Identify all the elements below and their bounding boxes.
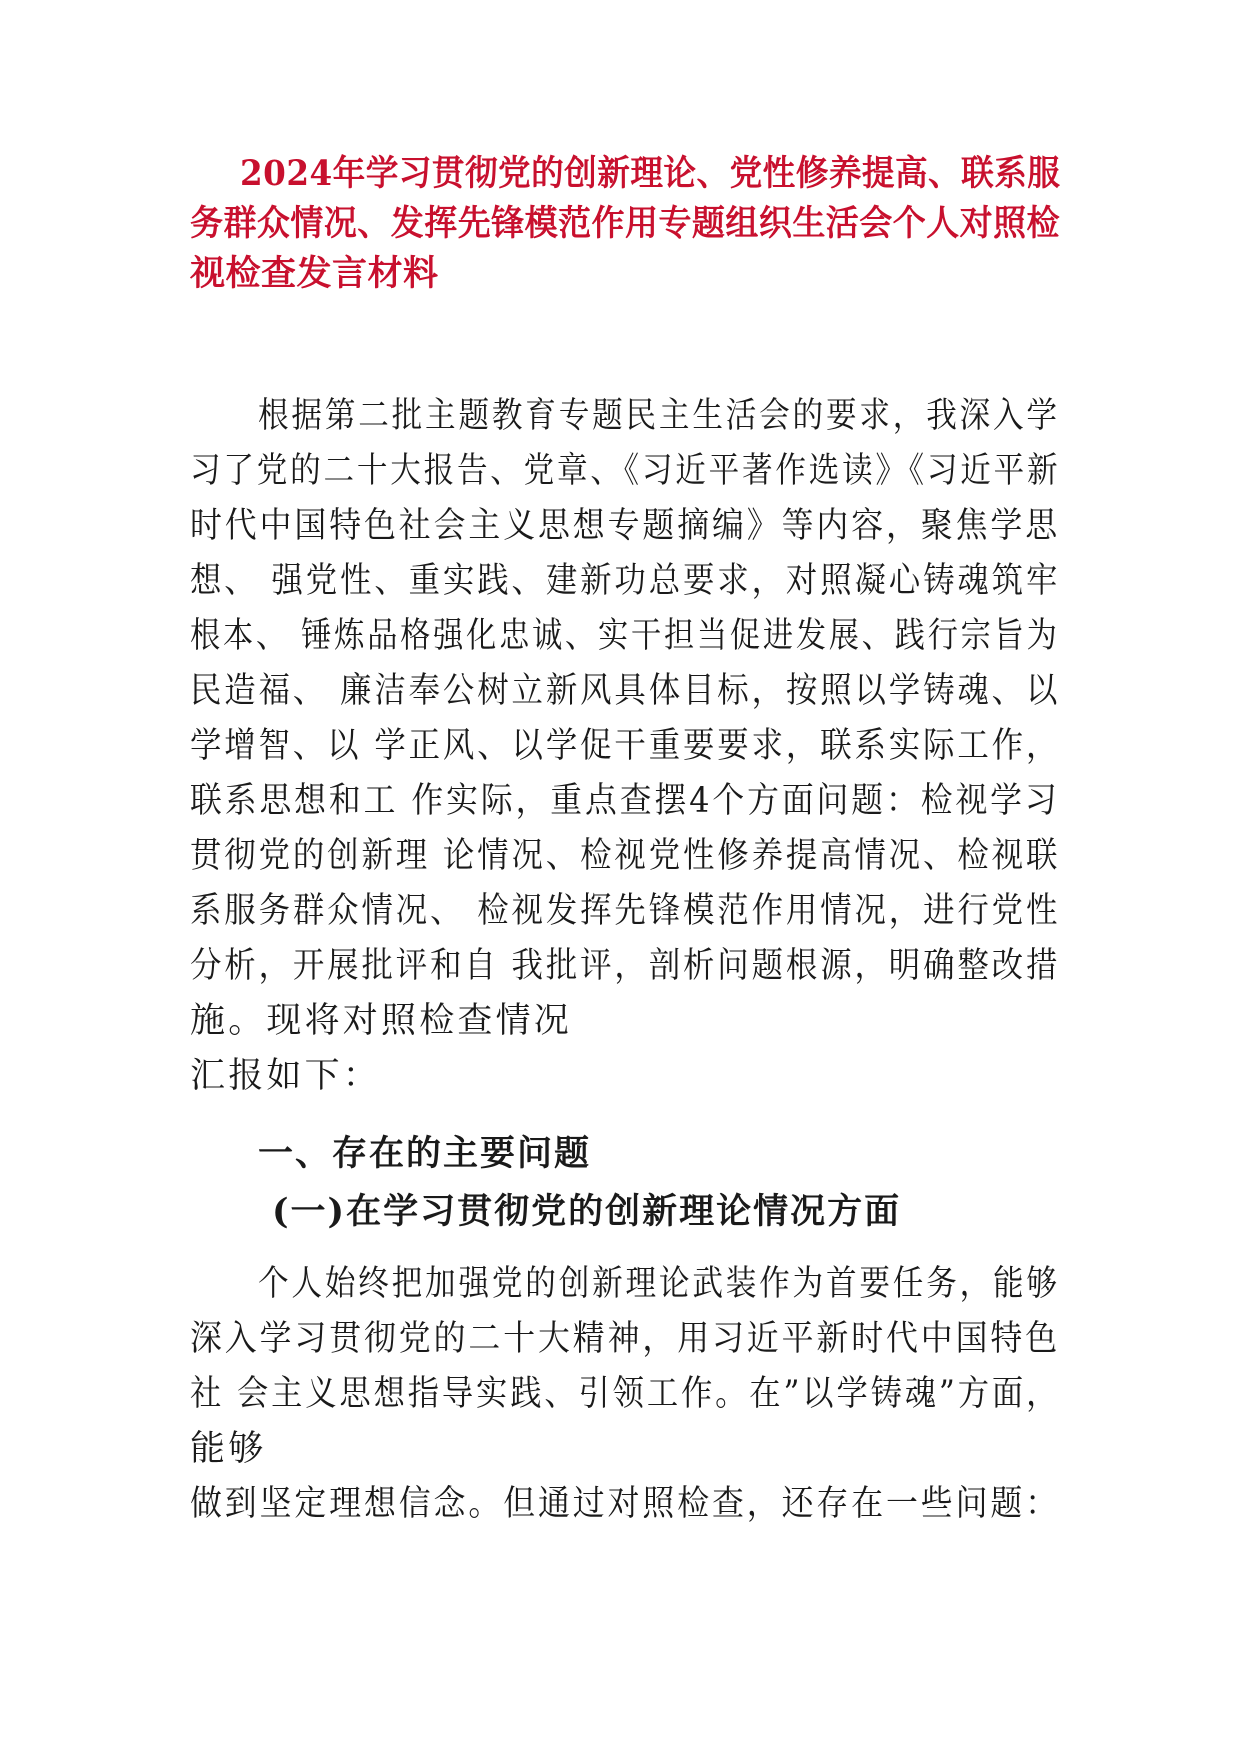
para2-line-1: 个人始终把加强党的创新理论武装作为首要任务，能够: [258, 1264, 1060, 1304]
intro-line-4: 想、 强党性、重实践、建新功总要求，对照凝心铸魂筑牢: [190, 561, 1061, 601]
title-line-2: 务群众情况、发挥先锋模范作用专题组织生活会个人对照检: [190, 203, 1061, 244]
subsection-heading-1: (一)在学习贯彻党的创新理论情况方面: [272, 1191, 902, 1232]
intro-line-3: 时代中国特色社会主义思想专题摘编》等内容，聚焦学思: [190, 506, 1061, 546]
intro-line-1: 根据第二批主题教育专题民主生活会的要求，我深入学: [258, 396, 1060, 436]
section-heading-1: 一、存在的主要问题: [258, 1133, 592, 1174]
para2-line-3: 社 会主义思想指导实践、引领工作。在”以学铸魂”方面，: [190, 1374, 1061, 1414]
title-line-1: 2024年学习贯彻党的创新理论、党性修养提高、联系服: [240, 153, 1061, 194]
intro-line-2: 习了党的二十大报告、党章、《习近平著作选读》《习近平新: [190, 451, 1061, 491]
intro-line-12: 施。现将对照检查情况: [190, 1001, 573, 1041]
para2-line-5: 做到坚定理想信念。但通过对照检查，还存在一些问题：: [190, 1484, 1061, 1524]
intro-line-7: 学增智、以 学正风、以学促干重要要求，联系实际工作，: [190, 726, 1061, 766]
intro-line-11: 分析，开展批评和自 我批评，剖析问题根源，明确整改措: [190, 946, 1061, 986]
intro-line-9: 贯彻党的创新理 论情况、检视党性修养提高情况、检视联: [190, 836, 1061, 876]
para2-line-4: 能够: [190, 1429, 267, 1469]
intro-line-13: 汇报如下：: [190, 1056, 382, 1096]
intro-line-10: 系服务群众情况、 检视发挥先锋模范作用情况，进行党性: [190, 891, 1061, 931]
title-line-3: 视检查发言材料: [190, 253, 439, 294]
intro-line-5: 根本、 锤炼品格强化忠诚、实干担当促进发展、践行宗旨为: [190, 616, 1060, 656]
intro-line-6: 民造福、 廉洁奉公树立新风具体目标，按照以学铸魂、以: [190, 671, 1061, 711]
intro-line-8: 联系思想和工 作实际，重点查摆4个方面问题：检视学习: [190, 781, 1060, 821]
para2-line-2: 深入学习贯彻党的二十大精神，用习近平新时代中国特色: [190, 1319, 1061, 1359]
